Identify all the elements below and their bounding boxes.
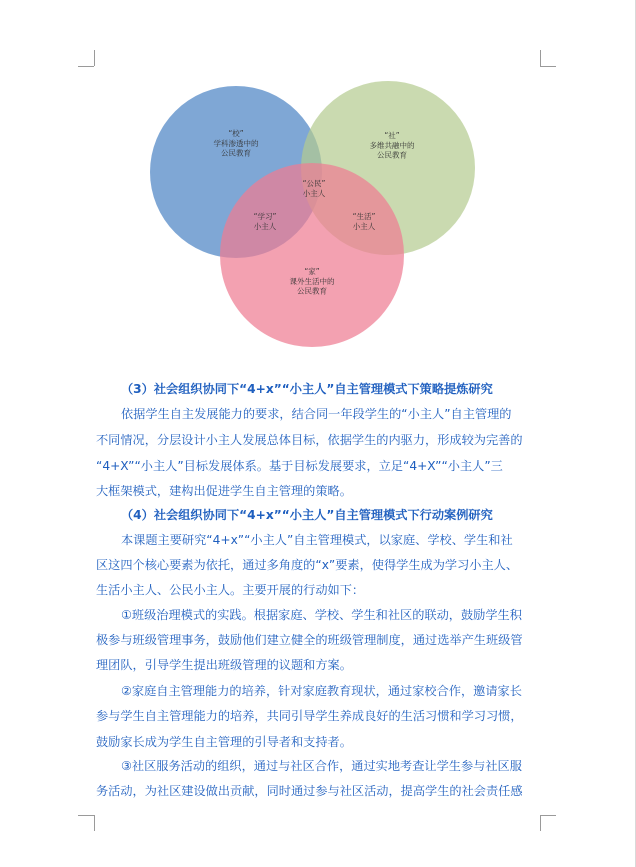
crop-mark-bottom-right-v	[540, 815, 541, 831]
crop-mark-top-left-h	[78, 66, 94, 67]
heading-3: （3）社会组织协同下“4+x”“小主人”自主管理模式下策略提炼研究	[121, 382, 493, 396]
paragraph-line: “4+X”“小主人”目标发展体系。基于目标发展要求，立足“4+X”“小主人”三	[96, 459, 503, 473]
crop-mark-top-right-v	[540, 50, 541, 66]
label-home: “家”课外生活中的公民教育	[289, 267, 335, 296]
paragraph-line: 本课题主要研究“4+x”“小主人”自主管理模式，以家庭、学校、学生和社	[121, 533, 513, 547]
paragraph-line: 区这四个核心要素为依托，通过多角度的“x”要素，使得学生成为学习小主人、	[96, 558, 519, 572]
paragraph-line: 不同情况，分层设计小主人发展总体目标，依据学生的内驱力，形成较为完善的	[96, 433, 523, 447]
paragraph-line: 大框架模式，建构出促进学生自主管理的策略。	[96, 484, 352, 498]
paragraph-line: ②家庭自主管理能力的培养，针对家庭教育现状，通过家校合作，邀请家长	[121, 684, 522, 698]
paragraph-line: ①班级治理模式的实践。根据家庭、学校、学生和社区的联动，鼓励学生积	[121, 608, 522, 622]
crop-mark-top-left-v	[94, 50, 95, 66]
label-center: “公民”小主人	[302, 179, 326, 198]
paragraph-line: 生活小主人、公民小主人。主要开展的行动如下：	[96, 583, 365, 597]
venn-diagram	[150, 78, 480, 348]
paragraph-line: 参与学生自主管理能力的培养，共同引导学生养成良好的生活习惯和学习习惯，	[96, 709, 523, 723]
paragraph-line: 务活动，为社区建设做出贡献，同时通过参与社区活动，提高学生的社会责任感	[96, 784, 523, 798]
label-school: “校”学科渗透中的公民教育	[213, 129, 259, 158]
paragraph-line: 鼓励家长成为学生自主管理的引导者和支持者。	[96, 735, 352, 749]
paragraph-line: ③社区服务活动的组织，通过与社区合作，通过实地考查让学生参与社区服	[121, 759, 522, 773]
crop-mark-top-right-h	[540, 66, 556, 67]
label-study: “学习”小主人	[253, 212, 277, 231]
label-life: “生活”小主人	[352, 212, 376, 231]
label-community: “社”多维共融中的公民教育	[369, 131, 415, 160]
crop-mark-bottom-left-h	[78, 815, 94, 816]
crop-mark-bottom-right-h	[540, 815, 556, 816]
crop-mark-bottom-left-v	[94, 815, 95, 831]
paragraph-line: 依据学生自主发展能力的要求，结合同一年段学生的“小主人”自主管理的	[121, 407, 512, 421]
paragraph-line: 理团队，引导学生提出班级管理的议题和方案。	[96, 658, 352, 672]
heading-4: （4）社会组织协同下“4+x”“小主人”自主管理模式下行动案例研究	[121, 508, 493, 522]
paragraph-line: 极参与班级管理事务，鼓励他们建立健全的班级管理制度，通过选举产生班级管	[96, 633, 523, 647]
